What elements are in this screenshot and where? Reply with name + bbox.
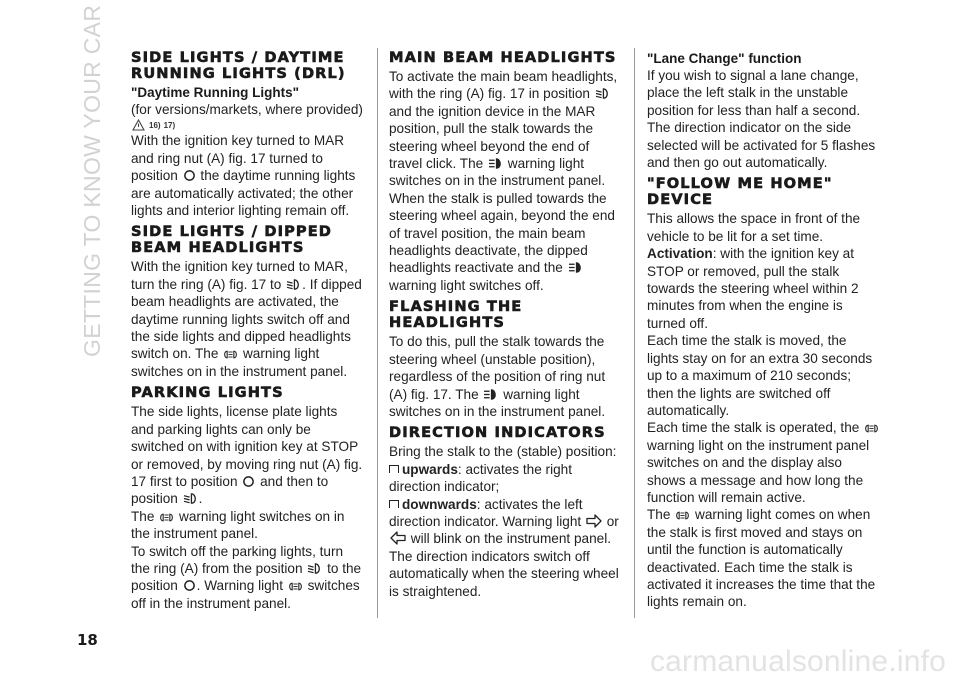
paragraph: Each time the stalk is operated, the warning light on the instrument panel switches on and the display also shows a message and how long the function will remain active. <box>647 419 881 506</box>
subheading-daytime-running-lights: "Daytime Running Lights" <box>131 85 300 100</box>
versions-note: (for versions/markets, where provided) <box>131 102 363 117</box>
side-lights-icon <box>864 423 879 434</box>
drl-position-icon <box>242 475 255 488</box>
paragraph: This allows the space in front of the vehicle to be lit for a set time. <box>647 211 861 244</box>
column-divider <box>377 48 378 618</box>
main-beam-icon <box>488 157 503 170</box>
heading-parking-lights: PARKING LIGHTS <box>131 384 284 402</box>
arrow-left-icon <box>390 531 406 545</box>
heading-side-lights-drl: SIDE LIGHTS / DAYTIME RUNNING LIGHTS (DRL) <box>131 49 346 82</box>
side-lights-icon <box>288 581 303 592</box>
paragraph: Activation: with the ignition key at STOP or removed, pull the stalk towards the steering wheel within 2 minutes from when the engine is turned off. <box>647 246 859 331</box>
column-3 <box>647 50 881 611</box>
list-item: downwards: activates the left direction indicator. Warning light or will blink on the instrument panel. <box>389 496 619 547</box>
drl-position-icon <box>183 579 196 592</box>
paragraph: Bring the stalk to the (stable) position: <box>389 444 617 460</box>
dipped-beam-icon <box>183 492 198 505</box>
note-ref[interactable]: 16) <box>149 121 161 131</box>
main-beam-icon <box>483 388 498 401</box>
heading-main-beam: MAIN BEAM HEADLIGHTS <box>389 49 617 66</box>
warning-triangle-icon <box>132 119 145 131</box>
paragraph: The warning light switches on in the instrument panel. <box>131 508 345 542</box>
heading-direction-indicators: DIRECTION INDICATORS <box>389 424 606 442</box>
chapter-side-title: GETTING TO KNOW YOUR CAR <box>79 4 105 357</box>
column-divider <box>634 48 635 618</box>
paragraph: To switch off the parking lights, turn the ring (A) from the position to the position . Warning light switches off in the instrument panel. <box>131 543 362 611</box>
note-ref[interactable]: 17) <box>163 121 176 131</box>
dipped-beam-icon <box>595 87 610 100</box>
page-number: 18 <box>77 631 98 649</box>
column-1 <box>131 50 363 612</box>
heading-flashing-headlights: FLASHING THE HEADLIGHTS <box>389 298 523 332</box>
heading-follow-me-home: "FOLLOW ME HOME" DEVICE <box>647 175 833 209</box>
paragraph: Each time the stalk is moved, the lights stay on for an extra 30 seconds up to a maximum of 210 seconds; then the lights are switched off automatically. <box>647 333 873 418</box>
heading-dipped-beam: SIDE LIGHTS / DIPPED BEAM HEADLIGHTS <box>131 223 333 257</box>
subheading-lane-change: "Lane Change" function <box>647 51 802 66</box>
dipped-beam-icon <box>307 562 322 575</box>
bullet-icon <box>389 500 399 508</box>
paragraph: The direction indicators switch off automatically when the steering wheel is straightened. <box>389 548 619 599</box>
paragraph: The side lights, license plate lights and parking lights can only be switched on with ignition key at STOP or removed, by moving ring nut (A) fig. 17 first to position and then to position . <box>131 404 363 507</box>
list-item: upwards: activates the right direction indicator; <box>389 461 572 495</box>
side-lights-icon <box>159 512 174 523</box>
paragraph: To activate the main beam headlights, with the ring (A) fig. 17 in position and the ignition device in the MAR position, pull the stalk towards the steering wheel beyond the end of travel click. The warning light switches on in the instrument panel. When the stalk is pulled towards the steering wheel again, beyond the end of travel position, the main beam headlights deactivate, the dipped headlights reactivate and the warning light switches off. <box>389 69 618 293</box>
paragraph: The warning light comes on when the stalk is first moved and stays on until the function is automatically deactivated. Each time the stalk is activated it increases the time that the lights remain on. <box>647 507 876 610</box>
warning-notes <box>131 119 363 131</box>
bullet-icon <box>389 465 399 473</box>
side-lights-icon <box>223 349 238 360</box>
paragraph: To do this, pull the stalk towards the steering wheel (unstable position), regardless of the position of ring nut (A) fig. 17. The warning light switches on in the instrument panel. <box>389 334 606 419</box>
arrow-right-icon <box>586 514 602 528</box>
watermark: carmanualsonline.info <box>649 645 946 678</box>
main-beam-icon <box>568 261 583 274</box>
side-lights-icon <box>675 510 690 521</box>
column-2 <box>389 50 621 600</box>
paragraph: With the ignition key turned to MAR and ring nut (A) fig. 17 turned to position the daytime running lights are automatically activated; the other lights and interior lighting remain off. <box>131 133 356 219</box>
dipped-beam-icon <box>286 278 301 291</box>
paragraph: With the ignition key turned to MAR, turn the ring (A) fig. 17 to . If dipped beam headlights are activated, the daytime running lights switch off and the side lights and dipped headlights switch on. The warning light switches on in the instrument panel. <box>131 259 362 379</box>
paragraph: If you wish to signal a lane change, place the left stalk in the unstable position for less than half a second. The direction indicator on the side selected will be activated for 5 flashes and then go out automatically. <box>647 68 876 171</box>
drl-position-icon <box>183 169 196 182</box>
